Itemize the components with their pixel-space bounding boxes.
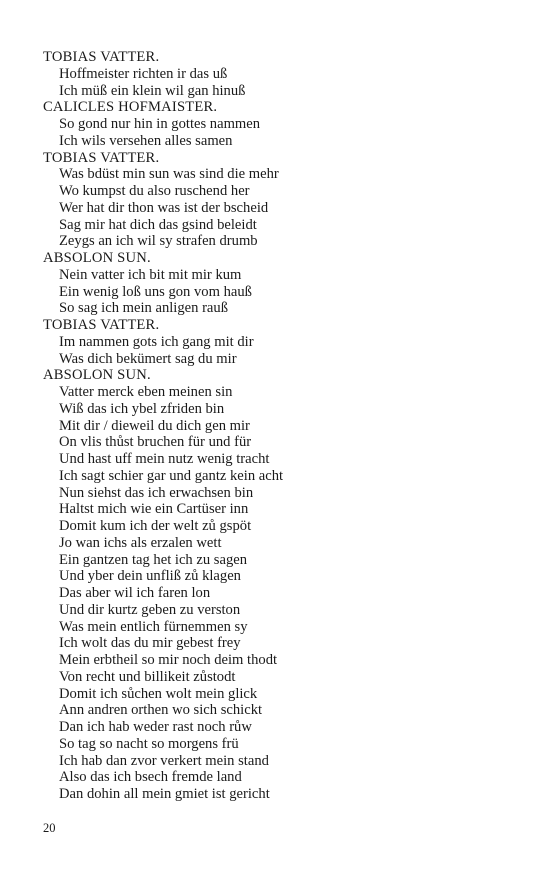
verse-line: Dan dohin all mein gmiet ist gericht	[59, 786, 270, 802]
verse-line: Wiß das ich ybel zfriden bin	[59, 400, 225, 417]
speaker-heading: ABSOLON SUN.	[43, 250, 151, 266]
verse-line: Mein erbtheil so mir noch deim thodt	[59, 652, 278, 668]
verse-line: Haltst mich wie ein Cartüser inn	[59, 501, 249, 518]
verse-line: Ich hab dan zvor verkert mein stand	[59, 752, 269, 769]
verse-line: Hoffmeister richten ir das uß	[59, 65, 228, 82]
verse-line: So gond nur hin in gottes nammen	[59, 116, 261, 132]
verse-line: Im nammen gots ich gang mit dir	[59, 333, 254, 350]
verse-line: So sag ich mein anligen rauß	[59, 300, 229, 317]
speaker-heading: TOBIAS VATTER.	[43, 49, 160, 65]
verse-line: Und yber dein unfliß zů klagen	[59, 568, 241, 585]
verse-line: Jo wan ichs als erzalen wett	[59, 534, 222, 551]
verse-line: Domit kum ich der welt zů gspöt	[59, 518, 252, 534]
verse-line: Wer hat dir thon was ist der bscheid	[59, 199, 269, 216]
verse-line: So tag so nacht so morgens frü	[59, 735, 239, 752]
verse-line: Ich sagt schier gar und gantz kein acht	[59, 467, 284, 484]
verse-line: Nein vatter ich bit mit mir kum	[59, 266, 242, 283]
verse-line: Ich müß ein klein wil gan hinuß	[59, 82, 246, 99]
verse-line: Und dir kurtz geben zu verston	[59, 601, 241, 618]
verse-line: Dan ich hab weder rast noch růw	[59, 719, 252, 735]
page-number: 20	[43, 821, 56, 835]
verse-line: Was bdüst min sun was sind die mehr	[59, 166, 279, 183]
verse-line: Wo kumpst du also ruschend her	[59, 183, 250, 199]
speaker-heading: TOBIAS VATTER.	[43, 149, 160, 166]
speaker-heading: CALICLES HOFMAISTER.	[43, 99, 218, 116]
verse-line: Nun siehst das ich erwachsen bin	[59, 484, 254, 501]
verse-line: On vlis thůst bruchen für und für	[59, 434, 252, 451]
play-text	[43, 49, 523, 803]
verse-line: Ich wils versehen alles samen	[59, 132, 233, 149]
verse-line: Was mein entlich fürnemmen sy	[59, 618, 248, 635]
verse-line: Ein wenig loß uns gon vom hauß	[59, 283, 252, 300]
verse-line: Vatter merck eben meinen sin	[59, 384, 233, 400]
verse-line: Domit ich sůchen wolt mein glick	[59, 685, 258, 702]
verse-line: Ein gantzen tag het ich zu sagen	[59, 551, 248, 568]
verse-line: Von recht und billikeit zůstodt	[59, 668, 236, 685]
verse-line: Ann andren orthen wo sich schickt	[59, 702, 263, 719]
verse-line: Ich wolt das du mir gebest frey	[59, 635, 241, 652]
verse-line: Zeygs an ich wil sy strafen drumb	[59, 233, 258, 250]
speaker-heading: TOBIAS VATTER.	[43, 317, 160, 333]
verse-line: Und hast uff mein nutz wenig tracht	[59, 451, 270, 467]
verse-line: Sag mir hat dich das gsind beleidt	[59, 216, 257, 233]
verse-line: Was dich bekümert sag du mir	[59, 350, 237, 367]
speaker-heading: ABSOLON SUN.	[43, 367, 151, 384]
verse-line: Also das ich bsech fremde land	[59, 769, 242, 786]
verse-line: Mit dir / dieweil du dich gen mir	[59, 417, 250, 434]
verse-line: Das aber wil ich faren lon	[59, 585, 211, 601]
